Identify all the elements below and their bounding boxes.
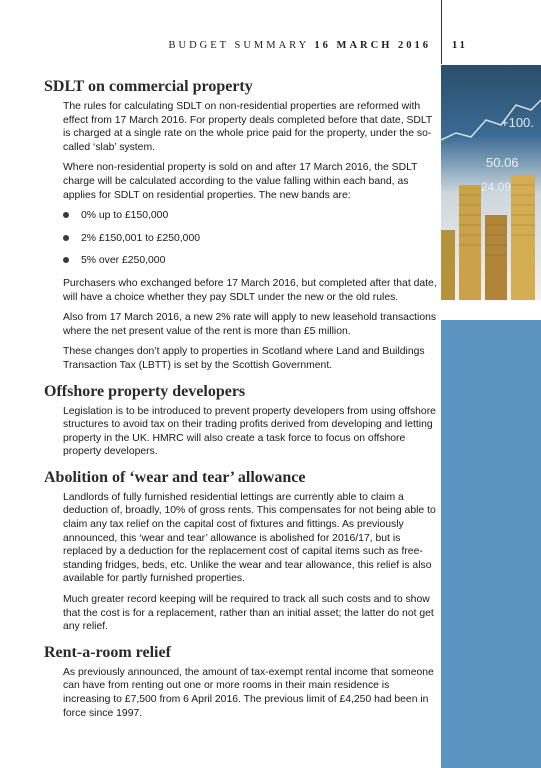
section-rent-a-room [44,644,438,720]
section-heading: Offshore property developers [44,382,246,400]
paragraph: Where non-residential property is sold on and after 17 March 2016, the SDLT charge will be calculated according to the value falling within each band, as applies for SDLT on residential properties. The new bands are: [63,162,418,201]
section-offshore [44,383,438,459]
section-heading: Rent-a-room relief [44,643,171,661]
paragraph: Much greater record keeping will be required to track all such costs and to show that the cost is for a replacement, rather than an initial asset; the latter do not get any relief. [63,594,434,633]
paragraph: Also from 17 March 2016, a new 2% rate will apply to new leasehold transactions where the net present value of the rent is more than £5 million. [63,312,437,337]
coin-stacks-photo [441,65,541,300]
section-wear-and-tear [44,469,438,634]
paragraph: Legislation is to be introduced to prevent property developers from using offshore structures to avoid tax on their trading profits derived from developing and letting property in the UK. HMRC will also create a task force to focus on offshore property developers. [63,405,436,458]
sidebar-color-block [441,320,541,768]
sdlt-bands-list [63,209,438,268]
list-item: 5% over £250,000 [63,254,438,268]
coin-stacks-stock-chart-photo-icon [441,65,541,300]
section-heading: Abolition of ‘wear and tear’ allowance [44,468,306,486]
paragraph: These changes don’t apply to properties in Scotland where Land and Buildings Transaction Tax (LBTT) is set by the Scottish Government. [63,346,425,371]
running-title: BUDGET SUMMARY [168,40,309,51]
main-content [44,78,438,730]
bullet-icon [63,235,69,241]
running-header [0,40,431,51]
header-divider [441,0,442,64]
page-number: 11 [452,40,468,51]
list-item: 0% up to £150,000 [63,209,438,223]
svg-text:+100.: +100. [501,115,534,130]
bullet-icon [63,257,69,263]
header-date: 16 MARCH 2016 [314,40,431,51]
section-sdlt [44,78,438,373]
list-item: 2% £150,001 to £250,000 [63,232,438,246]
svg-text:50.06: 50.06 [486,155,519,170]
paragraph: Landlords of fully furnished residential lettings are currently able to claim a deduction of, broadly, 10% of gross rents. This compensates for not being able to claim any tax relief on the capital cost of fixtures and fittings. As previously announced, this ‘wear and tear’ allowance is abolished for 2016/17, but is replaced by a deduction for the replacement cost of capital items such as free-standing fridges, beds, etc. Unlike the wear and tear allowance, this relief is also available for partly furnished properties. [63,491,436,585]
paragraph: The rules for calculating SDLT on non-residential properties are reformed with effect from 17 March 2016. For property deals completed before that date, SDLT is charged at a single rate on the whole price paid for the property, under the so-called ‘slab’ system. [63,101,433,153]
section-heading: SDLT on commercial property [44,78,253,95]
svg-text:24.09: 24.09 [481,180,512,194]
paragraph: As previously announced, the amount of tax-exempt rental income that someone can have from renting out one or more rooms in their main residence is increasing to £7,500 from 6 April 2016. The previous limit of £4,250 had been in force since 1997. [63,666,434,719]
paragraph: Purchasers who exchanged before 17 March 2016, but completed after that date, will have a choice whether they pay SDLT under the new or the old rules. [63,277,437,303]
bullet-icon [63,212,69,218]
